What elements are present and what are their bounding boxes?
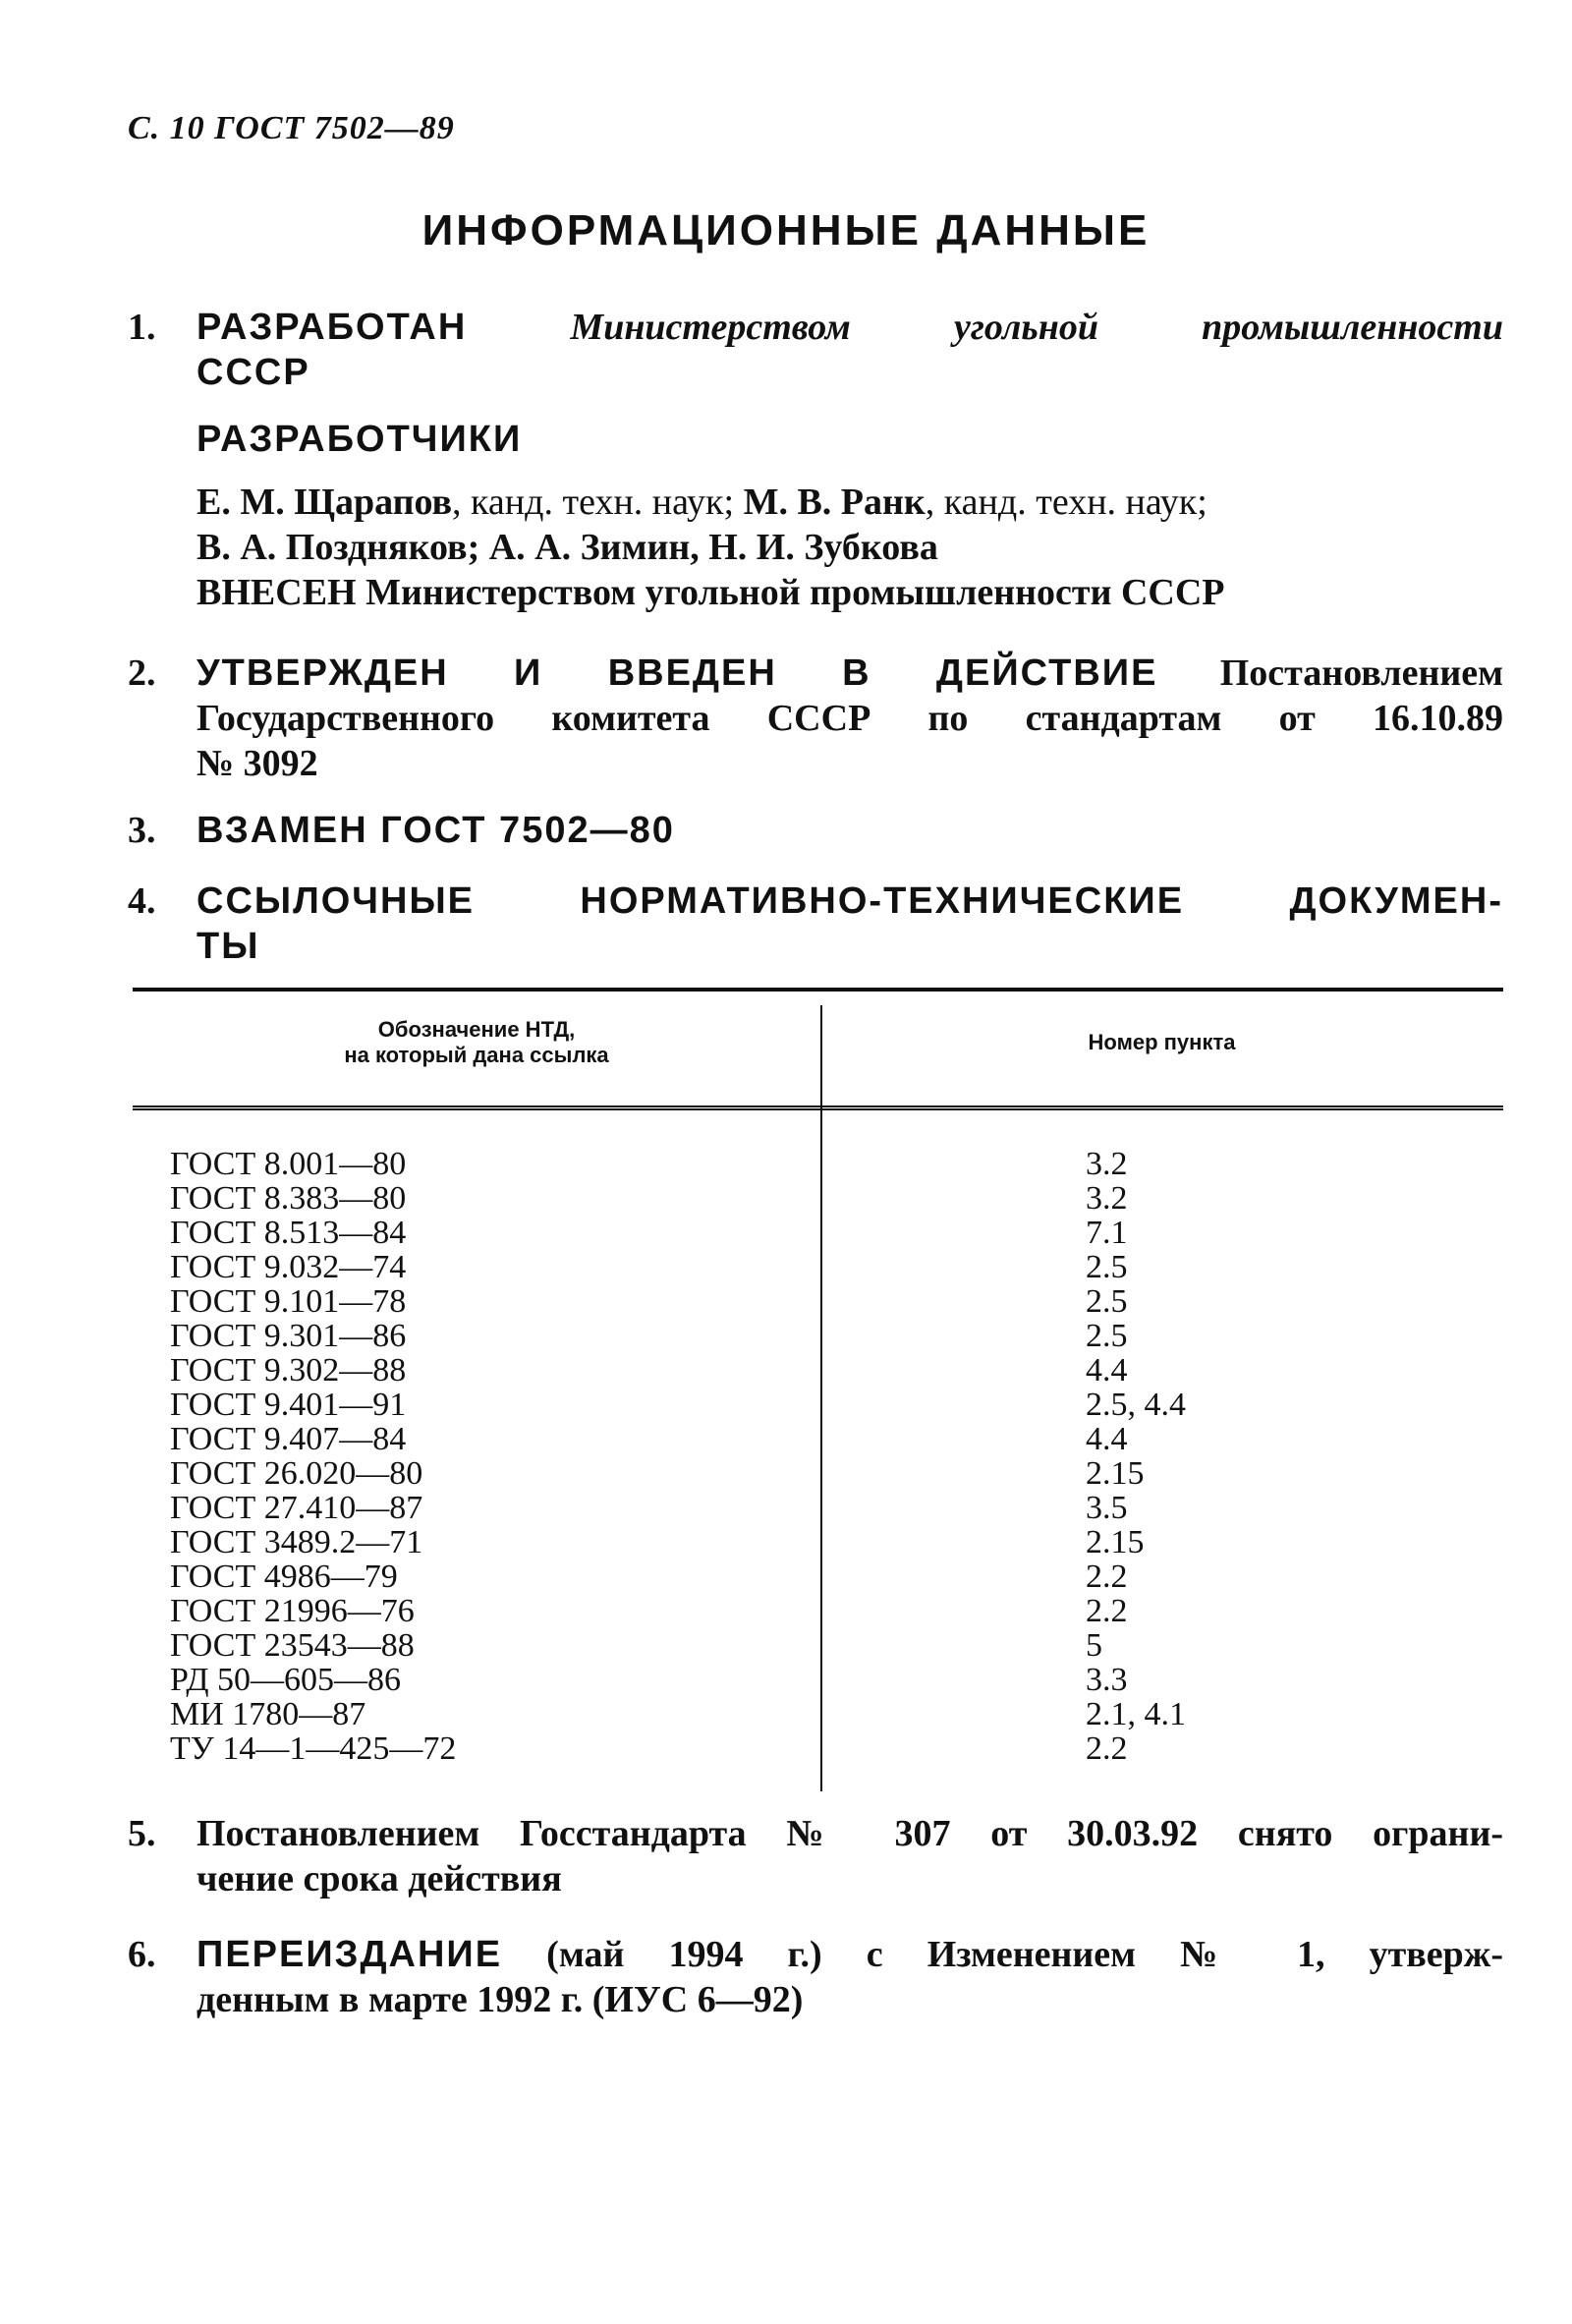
developer-name: Е. М. Щарапов [196, 482, 453, 523]
section-4 [128, 879, 1503, 977]
section-3-number: 3. [128, 810, 156, 851]
table-cell-item: 2.2 [1086, 1559, 1128, 1595]
table-cell-document: ГОСТ 23543—88 [170, 1627, 415, 1664]
section-1-line1 [196, 305, 1503, 350]
page-title: ИНФОРМАЦИОННЫЕ ДАННЫЕ [421, 206, 1151, 255]
table-cell-item: 2.15 [1086, 1455, 1145, 1492]
table-cell-document: ГОСТ 9.101—78 [170, 1283, 407, 1320]
table-cell-item: 2.5 [1086, 1283, 1128, 1320]
section-6-line1 [196, 1932, 1503, 1977]
section-1-org-line2: СССР [196, 352, 310, 393]
section-2-line3: № 3092 [196, 743, 318, 784]
section-1 [128, 305, 1503, 613]
section-1-org: Министерством угольной промышленности [570, 307, 1503, 348]
section-5-line2: чение срока действия [196, 1858, 562, 1899]
table-cell-item: 3.2 [1086, 1180, 1128, 1217]
section-2-heading: УТВЕРЖДЕН И ВВЕДЕН В ДЕЙСТВИЕ [196, 652, 1158, 694]
section-1-heading: РАЗРАБОТАН [196, 307, 468, 348]
section-4-line2: ТЫ [196, 926, 260, 967]
section-4-line1: ССЫЛОЧНЫЕ НОРМАТИВНО-ТЕХНИЧЕСКИЕ ДОКУМЕН- [196, 880, 1503, 922]
table-cell-item: 3.2 [1086, 1146, 1128, 1182]
section-2-number: 2. [128, 652, 156, 694]
developer-name: М. В. Ранк [743, 482, 926, 523]
table-cell-document: МИ 1780—87 [170, 1696, 366, 1732]
developers-line2: В. А. Поздняков; А. А. Зимин, Н. И. Зубкова [196, 527, 938, 568]
table-cell-document: ГОСТ 21996—76 [170, 1593, 415, 1629]
section-5 [128, 1811, 1503, 1909]
page-header: С. 10 ГОСТ 7502—89 [128, 110, 455, 146]
table-header-rule [133, 1105, 1503, 1110]
table-cell-document: ГОСТ 8.513—84 [170, 1215, 407, 1251]
table-header-designation [133, 1017, 820, 1068]
table-cell-item: 3.5 [1086, 1490, 1128, 1526]
table-cell-document: ГОСТ 4986—79 [170, 1559, 398, 1595]
section-3-text: ВЗАМЕН ГОСТ 7502—80 [196, 810, 675, 851]
table-column-divider [820, 1005, 822, 1791]
table-cell-document: ГОСТ 3489.2—71 [170, 1524, 423, 1560]
table-cell-item: 2.5, 4.4 [1086, 1387, 1186, 1423]
section-5-line1: Постановлением Госстандарта № 307 от 30.03.92 снято ограни- [196, 1813, 1503, 1854]
developers-line1 [196, 480, 1503, 525]
section-2-text1: Постановлением [1219, 652, 1503, 694]
section-2-line2: Государственного комитета СССР по стандартам от 16.10.89 [196, 698, 1503, 739]
table-cell-document: ГОСТ 9.302—88 [170, 1352, 407, 1389]
table-cell-document: ГОСТ 8.001—80 [170, 1146, 407, 1182]
table-cell-document: РД 50—605—86 [170, 1662, 402, 1698]
section-6-line1-rest: (май 1994 г.) с Изменением № 1, утверж- [502, 1934, 1503, 1975]
table-cell-item: 4.4 [1086, 1352, 1128, 1389]
section-6-line2: денным в марте 1992 г. (ИУС 6—92) [196, 1979, 804, 2020]
table-cell-item: 2.15 [1086, 1524, 1145, 1560]
table-header-designation-line1: Обозначение НТД, [377, 1017, 576, 1042]
section-4-number: 4. [128, 880, 156, 922]
section-2-line1 [196, 651, 1503, 696]
table-cell-document: ГОСТ 27.410—87 [170, 1490, 423, 1526]
table-header-designation-line2: на который дана ссылка [344, 1043, 609, 1067]
table-cell-document: ГОСТ 8.383—80 [170, 1180, 407, 1217]
developer-degree: , канд. техн. наук; [925, 482, 1207, 523]
table-column-documents [170, 1147, 759, 1766]
section-1-number: 1. [128, 307, 156, 348]
table-cell-document: ГОСТ 9.032—74 [170, 1249, 407, 1285]
table-cell-item: 2.5 [1086, 1249, 1128, 1285]
section-6-number: 6. [128, 1934, 156, 1975]
developers-heading: РАЗРАБОТЧИКИ [196, 419, 523, 460]
table-cell-item: 2.5 [1086, 1318, 1128, 1354]
developer-degree: , канд. техн. наук; [452, 482, 744, 523]
table-cell-item: 4.4 [1086, 1421, 1128, 1457]
table-cell-item: 3.3 [1086, 1662, 1128, 1698]
section-6 [128, 1932, 1503, 2030]
table-cell-document: ГОСТ 9.401—91 [170, 1387, 407, 1423]
table-cell-item: 2.2 [1086, 1593, 1128, 1629]
table-cell-document: ТУ 14—1—425—72 [170, 1730, 457, 1767]
table-top-rule [133, 988, 1503, 992]
section-3 [128, 808, 1503, 857]
section-2 [128, 651, 1503, 788]
reference-table [133, 988, 1503, 1793]
table-cell-item: 5 [1086, 1627, 1102, 1664]
table-header-item-number: Номер пункта [1088, 1030, 1236, 1054]
table-column-items [1086, 1147, 1479, 1766]
table-cell-item: 7.1 [1086, 1215, 1128, 1251]
table-cell-document: ГОСТ 9.407—84 [170, 1421, 407, 1457]
section-5-number: 5. [128, 1813, 156, 1854]
table-cell-document: ГОСТ 9.301—86 [170, 1318, 407, 1354]
section-6-heading: ПЕРЕИЗДАНИЕ [196, 1934, 503, 1975]
table-cell-item: 2.2 [1086, 1730, 1128, 1767]
introduced-by: ВНЕСЕН Министерством угольной промышленности СССР [196, 572, 1225, 613]
table-cell-document: ГОСТ 26.020—80 [170, 1455, 423, 1492]
table-cell-item: 2.1, 4.1 [1086, 1696, 1186, 1732]
